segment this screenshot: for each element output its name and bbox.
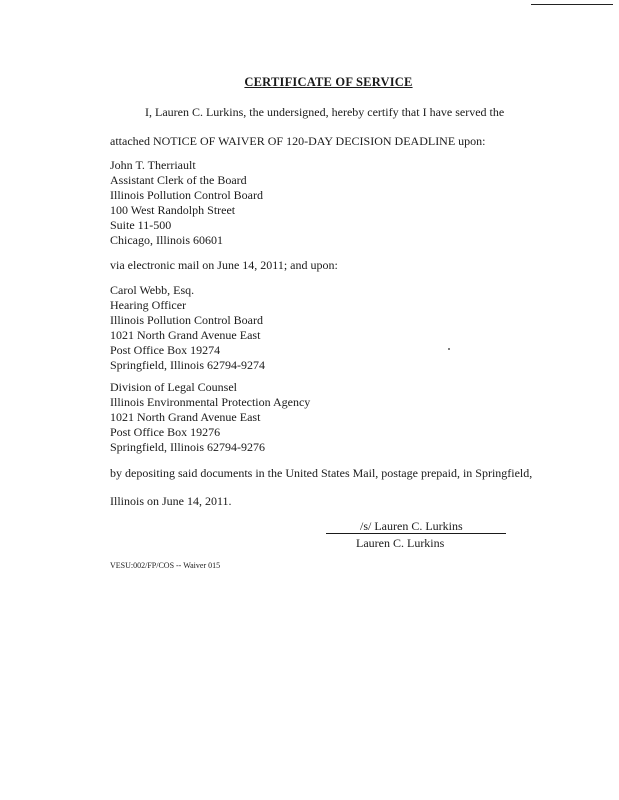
address-line: Suite 11-500 bbox=[110, 218, 172, 232]
recipient-address-hearing-officer bbox=[110, 283, 265, 373]
scan-speck bbox=[448, 348, 450, 350]
signer-name: Lauren C. Lurkins bbox=[356, 536, 445, 550]
address-line: Post Office Box 19274 bbox=[110, 343, 221, 357]
address-line: Chicago, Illinois 60601 bbox=[110, 233, 223, 247]
address-line: Assistant Clerk of the Board bbox=[110, 173, 247, 187]
document-title: CERTIFICATE OF SERVICE bbox=[244, 75, 413, 89]
address-line: Illinois Pollution Control Board bbox=[110, 188, 264, 202]
page-edge-rule bbox=[531, 4, 613, 5]
signature-block bbox=[326, 519, 506, 551]
address-line: Division of Legal Counsel bbox=[110, 380, 237, 394]
mail-delivery-text-line-1: by depositing said documents in the United States Mail, postage prepaid, in Springfield, bbox=[110, 466, 533, 480]
mail-delivery-text-line-2: Illinois on June 14, 2011. bbox=[110, 494, 232, 508]
address-line: Post Office Box 19276 bbox=[110, 425, 221, 439]
electronic-delivery-text: via electronic mail on June 14, 2011; and upon: bbox=[110, 258, 338, 272]
address-line: Illinois Pollution Control Board bbox=[110, 313, 264, 327]
certification-text-line-2: attached NOTICE OF WAIVER OF 120-DAY DECISION DEADLINE upon: bbox=[110, 134, 486, 148]
recipient-address-legal-counsel bbox=[110, 380, 310, 455]
address-line: 1021 North Grand Avenue East bbox=[110, 410, 261, 424]
address-line: Springfield, Illinois 62794-9274 bbox=[110, 358, 265, 372]
address-line: Hearing Officer bbox=[110, 298, 187, 312]
address-line: 1021 North Grand Avenue East bbox=[110, 328, 261, 342]
address-line: John T. Therriault bbox=[110, 158, 196, 172]
electronic-signature: /s/ Lauren C. Lurkins bbox=[326, 519, 506, 534]
certification-text-line-1: I, Lauren C. Lurkins, the undersigned, hereby certify that I have served the bbox=[145, 105, 505, 119]
address-line: 100 West Randolph Street bbox=[110, 203, 236, 217]
address-line: Springfield, Illinois 62794-9276 bbox=[110, 440, 265, 454]
address-line: Carol Webb, Esq. bbox=[110, 283, 195, 297]
document-reference-code: VESU:002/FP/COS -- Waiver 015 bbox=[110, 561, 221, 570]
recipient-address-clerk bbox=[110, 158, 263, 248]
address-line: Illinois Environmental Protection Agency bbox=[110, 395, 311, 409]
